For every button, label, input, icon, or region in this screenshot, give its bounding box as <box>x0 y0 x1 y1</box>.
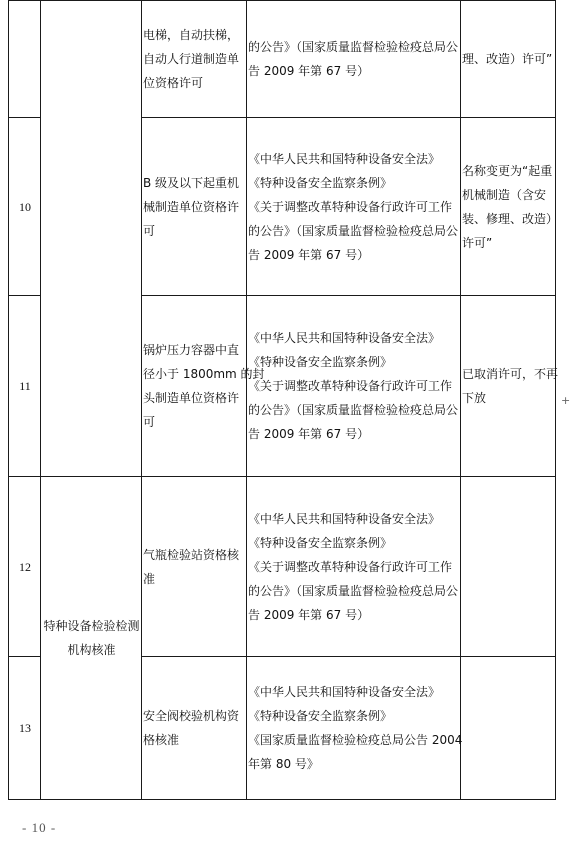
item-text: 气瓶检验站资格核 <box>143 547 240 562</box>
note-text: 机械制造（含安 <box>462 187 547 202</box>
law-text: 告 2009 年第 67 号） <box>248 247 370 262</box>
law-text: 《中华人民共和国特种设备安全法》 <box>248 151 441 166</box>
law-text: 告 2009 年第 67 号） <box>248 607 370 622</box>
law-text: 《中华人民共和国特种设备安全法》 <box>248 511 441 526</box>
table-row <box>9 1 556 118</box>
item-text: 锅炉压力容器中直 <box>143 343 240 357</box>
regulation-table <box>8 0 559 800</box>
law-cell <box>247 296 461 477</box>
note-text: 已取消许可，不再 <box>462 367 559 381</box>
item-text: 可 <box>143 415 156 429</box>
item-cell <box>142 296 265 477</box>
law-text: 《关于调整改革特种设备行政许可工作 <box>248 559 453 574</box>
law-text: 《特种设备安全监察条例》 <box>248 355 393 369</box>
note-cell <box>461 657 556 800</box>
law-text: 《国家质量监督检验检疫总局公告 2004 <box>248 733 463 747</box>
note-text: 下放 <box>462 391 487 405</box>
law-text: 的公告》（国家质量监督检验检疫总局公 <box>248 583 459 598</box>
table-row <box>9 477 556 657</box>
law-text: 《关于调整改革特种设备行政许可工作 <box>248 379 453 393</box>
row-number: 11 <box>9 296 41 477</box>
item-text: 头制造单位资格许 <box>143 391 240 405</box>
item-text: 位资格许可 <box>143 76 204 90</box>
law-text: 《特种设备安全监察条例》 <box>248 709 393 723</box>
note-text: 理、改造）许可” <box>462 52 553 66</box>
item-text: 格核准 <box>143 733 180 747</box>
law-text: 的公告》（国家质量监督检验检疫总局公 <box>248 403 459 417</box>
law-text: 年第 80 号》 <box>248 757 319 771</box>
row-number <box>9 1 41 118</box>
item-text: B 级及以下起重机 <box>143 175 240 190</box>
item-text: 准 <box>143 571 156 586</box>
row-number: 10 <box>9 118 41 296</box>
category-text: 特种设备检验检测 <box>43 619 140 633</box>
item-cell <box>142 118 247 296</box>
item-cell <box>142 1 247 118</box>
category-cell <box>41 477 142 800</box>
item-text: 径小于 1800mm 的封 <box>143 367 265 381</box>
item-text: 可 <box>143 223 156 238</box>
law-cell <box>247 657 461 800</box>
law-text: 《中华人民共和国特种设备安全法》 <box>248 685 441 699</box>
row-number: 12 <box>9 477 41 657</box>
law-text: 告 2009 年第 67 号） <box>248 427 370 441</box>
law-text: 《特种设备安全监察条例》 <box>248 175 393 190</box>
item-cell <box>142 657 247 800</box>
row-number: 13 <box>9 657 41 800</box>
page-edge-marker: + <box>561 394 570 407</box>
category-cell-top <box>41 1 142 477</box>
law-text: 告 2009 年第 67 号） <box>248 64 370 78</box>
law-text: 《中华人民共和国特种设备安全法》 <box>248 331 441 345</box>
note-text: 名称变更为“起重 <box>462 163 553 178</box>
note-cell <box>461 296 559 477</box>
law-cell <box>247 477 461 657</box>
law-text: 《特种设备安全监察条例》 <box>248 535 393 550</box>
law-cell <box>247 118 461 296</box>
item-cell <box>142 477 247 657</box>
note-text: 许可” <box>462 235 493 250</box>
note-cell <box>461 477 556 657</box>
law-cell <box>247 1 461 118</box>
category-text: 机构核准 <box>67 643 116 657</box>
item-text: 械制造单位资格许 <box>143 199 240 214</box>
note-cell <box>461 118 559 296</box>
page-number: - 10 - <box>22 820 57 835</box>
note-cell <box>461 1 556 118</box>
note-text: 装、修理、改造） <box>462 211 559 226</box>
law-text: 的公告》（国家质量监督检验检疫总局公 <box>248 40 459 54</box>
law-text: 的公告》（国家质量监督检验检疫总局公 <box>248 223 459 238</box>
item-text: 电梯，自动扶梯， <box>143 28 240 42</box>
law-text: 《关于调整改革特种设备行政许可工作 <box>248 199 453 214</box>
item-text: 自动人行道制造单 <box>143 52 240 66</box>
item-text: 安全阀校验机构资 <box>143 709 240 723</box>
